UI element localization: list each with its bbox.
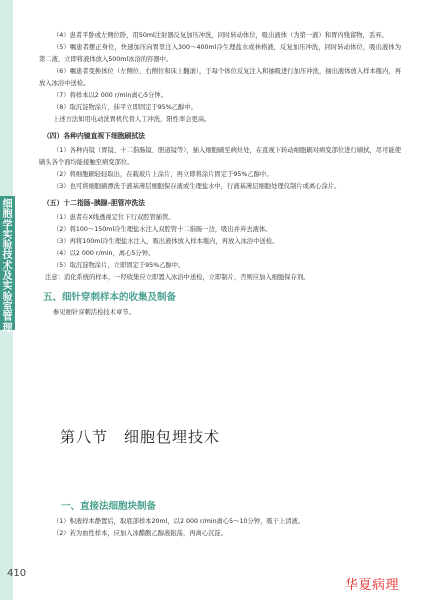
paragraph: 参见细针穿刺活检技术章节。	[53, 309, 135, 316]
paragraph: （2）将100～150ml冷生理盐水注入双腔管十二指肠一边，吸出并弃去液体。	[53, 226, 272, 233]
side-tab-label: 细胞学实验技术及实验室管理	[2, 199, 13, 334]
section-heading: 五、细针穿刺样本的收集及制备	[43, 292, 177, 303]
chapter-title: 第八节 细胞包埋技术	[60, 428, 221, 446]
section-block	[39, 498, 401, 540]
paragraph: 上述方法如用电动洗胃机代替人工冲洗，阳性率会更高。	[53, 116, 211, 123]
paragraph: （6）嘱患者变换体位（左侧位、右侧位和床上翻滚），于每个体位反复注入和抽吸进行加压冲洗，抽出液体放入样本瓶内，再放入冰浴中送检。	[39, 68, 401, 87]
paragraph: （2）将细胞刷轻轻取出，在载玻片上涂片，再立即将涂片固定于95%乙醇中。	[53, 171, 273, 178]
paragraph: （7）将样本以2 000 r/min离心5分钟。	[53, 92, 167, 99]
watermark: 华夏病理	[345, 578, 400, 593]
paragraph: （5）嘱患者摆正身位，快速加压向胃里注入300～400ml冷生理盐水或林格液，反复加压冲洗，同时转动体位，吸出液体为第二液，立即将液体放入500ml冰浴的容器中。	[39, 44, 401, 63]
section-heading: 一、直接法细胞块制备	[61, 501, 157, 512]
note-paragraph: 注意：消化系统的样本，一经收集应立即置入冰浴中送检，立即制片，否则应加入细胞保存剂。	[45, 274, 310, 281]
paragraph: （5）取沉淀物涂片，立即固定于95%乙醇中。	[53, 262, 185, 269]
page-number: 410	[7, 568, 27, 579]
paragraph: （4）患者平卧或左侧位卧，用50ml注射器反复加压冲洗，同时转动体位，吸出液体（为第一液）和胃内残留物，丢弃。	[53, 32, 388, 39]
subsection-heading: （五）十二指肠–胰腺–胆管冲洗法	[43, 199, 145, 207]
paragraph: （3）也可将细胞刷漂洗于液基薄层细胞保存液或生理盐水中，行液基薄层细胞处理仪制片或离心涂片。	[53, 183, 341, 190]
page-content	[39, 30, 401, 319]
paragraph: （2）若为血性样本，应加入冰醋酸乙醇液振荡，再离心沉淀。	[53, 530, 228, 537]
paragraph: （1）各种内镜（胃镜、十二指肠镜、胆道镜等），插入细胞刷至病灶处，在直视下转动细胞刷对病变部位进行刷拭，尽可能使刷头各个面均能接触至病变部位。	[39, 147, 401, 166]
paragraph: （1）患者在X线透视定位下行双腔管插管。	[53, 214, 175, 221]
paragraph: （4）以2 000 r/min，离心5分钟。	[53, 250, 155, 257]
subsection-heading: （四）各种内镜直视下细胞刷拭法	[43, 132, 145, 140]
paragraph: （8）取沉淀物涂片，抹平立即固定于95%乙醇中。	[53, 104, 197, 111]
paragraph: （1）积液样本静置后，取底部样本20ml，以2 000 r/min离心5～10分钟，吸干上清液。	[53, 518, 305, 525]
paragraph: （3）再将100ml冷生理盐水注入，吸出液体放入样本瓶内，再放入冰浴中送检。	[53, 238, 279, 245]
